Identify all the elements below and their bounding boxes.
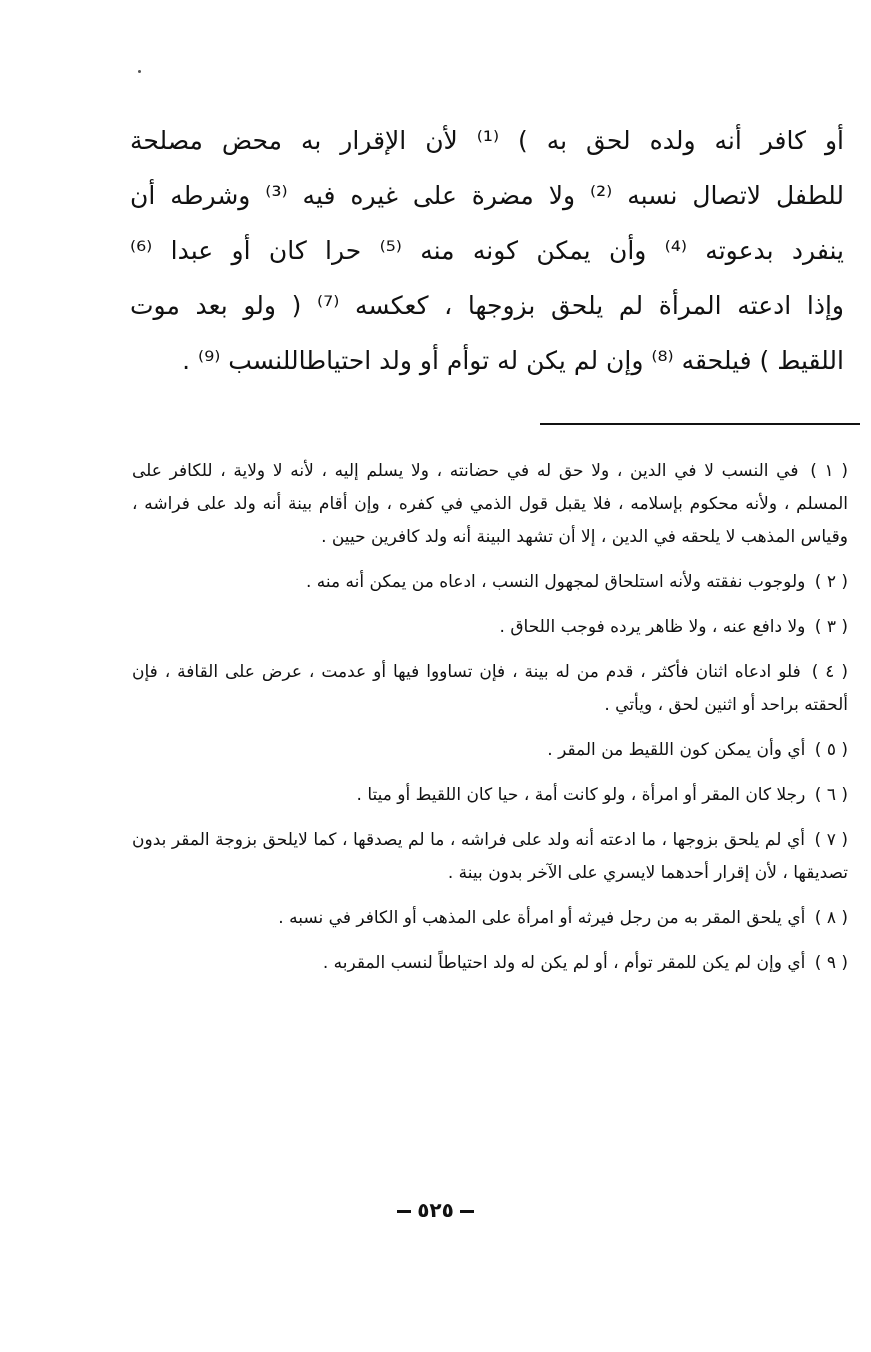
footnote-text: أي وإن لم يكن للمقر توأم ، أو لم يكن له ولد احتياطاً لنسب المقربه . [322, 953, 806, 973]
footnotes-section [132, 455, 848, 992]
page-number-dash [397, 1210, 411, 1213]
footnote-number: ( ٦ ) [814, 785, 848, 805]
footnote-number: ( ٩ ) [814, 953, 848, 973]
page-number: ٥٢٥ [417, 1198, 454, 1222]
footnote-number: ( ١ ) [810, 461, 848, 481]
footnote-7 [132, 824, 848, 890]
footnote-number: ( ٥ ) [814, 740, 848, 760]
footnote-9 [132, 947, 848, 980]
footnote-text: في النسب لا في الدين ، ولا حق له في حضانته ، ولا يسلم إليه ، لأنه لا ولاية ، للكافر على المسلم ، ولأنه محكوم بإسلامه ، فلا يقبل قول الذمي في كفره ، وإن أقام بينة أنه ولد على فراشه ، وقياس المذهب لا يلحقه في الدين ، إلا أن تشهد البينة أنه ولد كافرين حيين . [132, 461, 848, 547]
footnote-number: ( ٧ ) [814, 830, 849, 850]
main-text-line: وإذا ادعته المرأة لم يلحق بزوجها ، كعكسه ⁽⁷⁾ ( ولو بعد موت [130, 291, 844, 320]
footnote-number: ( ٤ ) [811, 662, 849, 682]
page-number-footer [0, 1198, 871, 1222]
footnote-2 [132, 566, 848, 599]
footnote-1 [132, 455, 848, 554]
footnote-number: ( ٢ ) [814, 572, 848, 592]
footnote-text: رجلا كان المقر أو امرأة ، ولو كانت أمة ، حيا كان اللقيط أو ميتا . [356, 785, 806, 805]
main-text-line: للطفل لاتصال نسبه ⁽²⁾ ولا مضرة على غيره فيه ⁽³⁾ وشرطه أن [130, 181, 844, 210]
footnote-text: ولا دافع عنه ، ولا ظاهر يرده فوجب اللحاق . [499, 617, 806, 637]
footnote-text: أي وأن يمكن كون اللقيط من المقر . [547, 740, 806, 760]
main-text-line: أو كافر أنه ولده لحق به ) ⁽¹⁾ لأن الإقرار به محض مصلحة [130, 126, 844, 155]
footnote-4 [132, 656, 848, 722]
footnote-5 [132, 734, 848, 767]
footnote-3 [132, 611, 848, 644]
main-text-block [130, 113, 844, 388]
footnote-text: أي لم يلحق بزوجها ، ما ادعته أنه ولد على فراشه ، ما لم يصدقها ، كما لايلحق بزوجة المقر بدون تصديقها ، لأن إقرار أحدهما لايسري على الآخر بدون بينة . [132, 830, 848, 883]
footnote-text: أي يلحق المقر به من رجل فيرثه أو امرأة على المذهب أو الكافر في نسبه . [278, 908, 806, 928]
footnote-text: فلو ادعاه اثنان فأكثر ، قدم من له بينة ، فإن تساووا فيها أو عدمت ، عرض على القافة ، فإن ألحقته براحد أو اثنين لحق ، ويأتي . [132, 662, 848, 715]
footnote-6 [132, 779, 848, 812]
footnote-text: ولوجوب نفقته ولأنه استلحاق لمجهول النسب ، ادعاه من يمكن أنه منه . [305, 572, 806, 592]
main-text-line: ينفرد بدعوته ⁽⁴⁾ وأن يمكن كونه منه ⁽⁵⁾ حرا كان أو عبدا ⁽⁶⁾ [130, 236, 844, 265]
footnote-divider [540, 423, 860, 425]
page-number-dash [460, 1210, 474, 1213]
main-text-line: اللقيط ) فيلحقه ⁽⁸⁾ وإن لم يكن له توأم أو ولد احتياطاللنسب ⁽⁹⁾ . [182, 346, 844, 375]
footnote-number: ( ٨ ) [814, 908, 848, 928]
footnote-number: ( ٣ ) [814, 617, 848, 637]
footnote-8 [132, 902, 848, 935]
paper-speck [138, 70, 141, 73]
